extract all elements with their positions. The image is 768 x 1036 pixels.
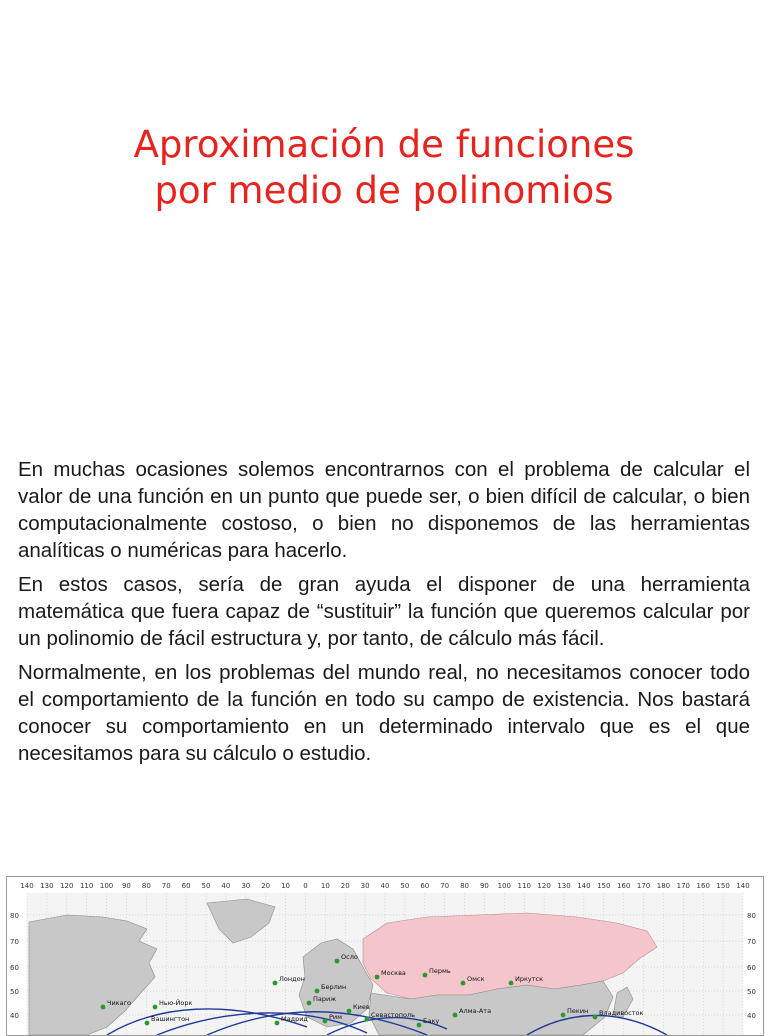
city-label: Вашингтон — [151, 1015, 190, 1023]
top-axis-tick-label: 80 — [460, 882, 470, 890]
city-marker — [153, 1005, 158, 1010]
top-axis-tick-label: 100 — [497, 882, 512, 890]
city-marker — [275, 1021, 280, 1026]
top-axis-tick-label: 40 — [221, 882, 231, 890]
top-axis-tick-label: 170 — [676, 882, 691, 890]
top-axis-tick-label: 110 — [517, 882, 531, 890]
city-marker — [417, 1023, 422, 1028]
city-marker — [323, 1019, 328, 1024]
top-axis-tick-label: 150 — [597, 882, 611, 890]
top-axis-tick-label: 30 — [241, 882, 251, 890]
city-label: Владивосток — [599, 1009, 644, 1017]
slide-body — [18, 456, 750, 774]
city-label: Чикаго — [107, 999, 131, 1007]
top-axis-tick-label: 60 — [420, 882, 430, 890]
city-label: Париж — [313, 995, 337, 1003]
city-label: Нью-Йорк — [159, 999, 193, 1007]
city-label: Москва — [381, 969, 406, 977]
top-axis-tick-label: 90 — [479, 882, 489, 890]
city-marker — [423, 973, 428, 978]
top-axis-tick-label: 20 — [261, 882, 271, 890]
top-axis-tick-label: 130 — [557, 882, 571, 890]
city-marker — [307, 1001, 312, 1006]
city-marker — [315, 989, 320, 994]
city-marker — [593, 1015, 598, 1020]
city-marker — [453, 1013, 458, 1018]
top-axis-tick-label: 140 — [577, 882, 591, 890]
right-axis-tick-label: 80 — [747, 912, 756, 920]
top-axis-tick-label: 40 — [380, 882, 390, 890]
city-label: Пермь — [429, 967, 451, 975]
top-axis-tick-label: 60 — [181, 882, 191, 890]
city-label: Пекин — [567, 1007, 589, 1015]
city-label: Киев — [353, 1003, 370, 1011]
top-axis-tick-label: 100 — [99, 882, 114, 890]
top-axis-tick-label: 170 — [636, 882, 651, 890]
city-marker — [145, 1021, 150, 1026]
top-axis-tick-label: 120 — [60, 882, 74, 890]
top-axis-tick-label: 130 — [40, 882, 54, 890]
top-axis-tick-label: 10 — [320, 882, 330, 890]
top-axis-tick-label: 140 — [20, 882, 34, 890]
left-axis-tick-label: 80 — [10, 912, 19, 920]
top-axis-tick-label: 180 — [656, 882, 671, 890]
city-label: Берлин — [321, 983, 347, 991]
city-label: Иркутск — [515, 975, 544, 983]
right-axis-tick-label: 60 — [747, 964, 756, 972]
city-marker — [461, 981, 466, 986]
top-axis-tick-label: 150 — [716, 882, 730, 890]
city-label: Мадрид — [281, 1015, 308, 1023]
city-label: Омск — [467, 975, 485, 983]
top-axis-tick-label: 20 — [340, 882, 350, 890]
top-axis-tick-label: 10 — [281, 882, 291, 890]
city-label: Баку — [423, 1017, 440, 1025]
city-label: Алма-Ата — [459, 1007, 492, 1015]
title-line-2: por medio de polinomios — [154, 169, 614, 212]
top-axis-tick-label: 90 — [121, 882, 131, 890]
city-label: Лондон — [279, 975, 305, 983]
top-axis-tick-label: 50 — [400, 882, 410, 890]
slide-title — [0, 122, 768, 214]
top-axis-tick-label: 140 — [736, 882, 750, 890]
right-axis-tick-label: 70 — [747, 938, 756, 946]
paragraph-3: Normalmente, en los problemas del mundo real, no necesitamos conocer todo el comportamiento de la función en todo su campo de existencia. Nos bastará conocer su comportamiento en un determinado intervalo que es el que necesitamos para su cálculo o estudio. — [18, 661, 750, 765]
paragraph-2: En estos casos, sería de gran ayuda el disponer de una herramienta matemática que fuera capaz de “sustituir” la función que queremos calcular por un polinomio de fácil estructura y, por tanto, de cálculo más fácil. — [18, 573, 750, 650]
title-line-1: Aproximación de funciones — [133, 123, 635, 166]
top-axis-tick-label: 160 — [696, 882, 710, 890]
top-axis-tick-label: 50 — [201, 882, 211, 890]
top-axis-tick-label: 30 — [360, 882, 370, 890]
top-axis-tick-label: 70 — [440, 882, 450, 890]
city-marker — [509, 981, 514, 986]
top-axis-tick-label: 0 — [303, 882, 308, 890]
city-marker — [101, 1005, 106, 1010]
right-axis-tick-label: 50 — [747, 988, 756, 996]
city-marker — [365, 1017, 370, 1022]
left-axis-tick-label: 70 — [10, 938, 19, 946]
city-marker — [335, 959, 340, 964]
left-axis-tick-label: 60 — [10, 964, 19, 972]
left-axis-tick-label: 40 — [10, 1012, 19, 1020]
paragraph-1: En muchas ocasiones solemos encontrarnos con el problema de calcular el valor de una función en un punto que puede ser, o bien difícil de calcular, o bien computacionalmente costoso, o bien no disponemos de las herramientas analíticas o numéricas para hacerlo. — [18, 458, 750, 562]
right-axis-tick-label: 40 — [747, 1012, 756, 1020]
city-label: Рим — [329, 1013, 343, 1021]
city-marker — [347, 1009, 352, 1014]
city-label: Осло — [341, 953, 358, 961]
city-marker — [561, 1013, 566, 1018]
city-marker — [273, 981, 278, 986]
top-axis-tick-label: 110 — [79, 882, 94, 890]
world-map-svg — [7, 877, 763, 1035]
city-label: Севастополь — [371, 1011, 415, 1019]
left-axis-tick-label: 50 — [10, 988, 19, 996]
world-map-image — [6, 876, 764, 1036]
top-axis-tick-label: 160 — [616, 882, 631, 890]
top-axis-tick-label: 120 — [537, 882, 551, 890]
top-axis-tick-label: 70 — [161, 882, 171, 890]
top-axis-tick-label: 80 — [141, 882, 151, 890]
city-marker — [375, 975, 380, 980]
